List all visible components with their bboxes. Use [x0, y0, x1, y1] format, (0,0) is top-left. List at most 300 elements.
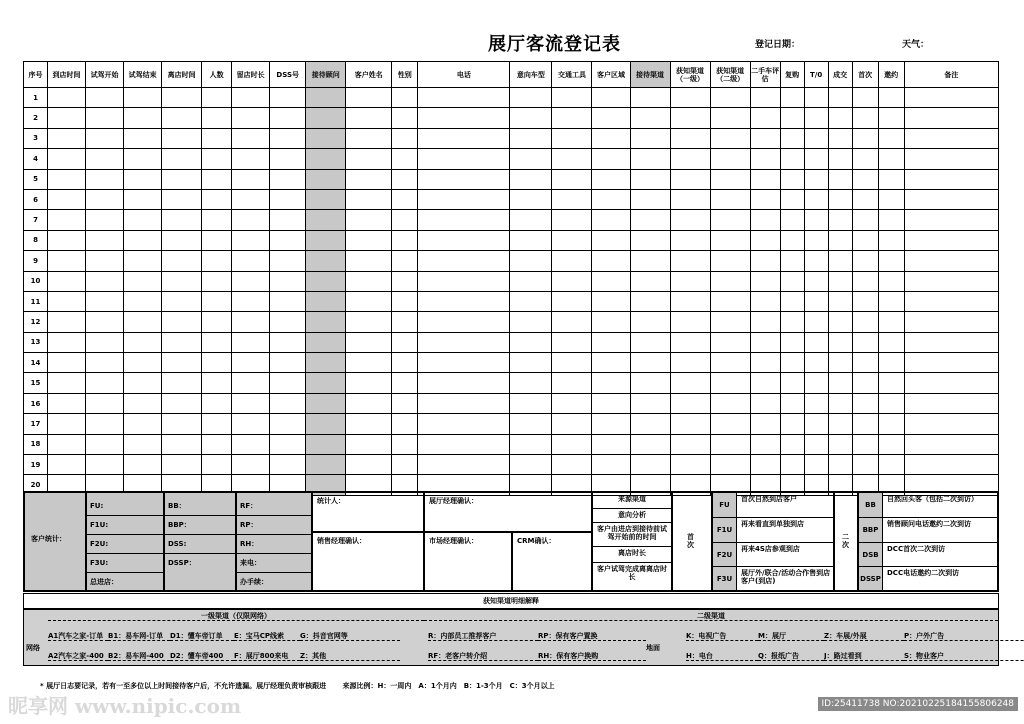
- table-cell[interactable]: [346, 455, 392, 475]
- table-cell[interactable]: [270, 373, 306, 393]
- table-cell[interactable]: [510, 230, 552, 250]
- table-cell[interactable]: [232, 189, 270, 209]
- table-cell[interactable]: [750, 373, 780, 393]
- table-cell[interactable]: [592, 149, 630, 169]
- table-cell[interactable]: [124, 414, 162, 434]
- table-cell[interactable]: [750, 414, 780, 434]
- table-cell[interactable]: [750, 393, 780, 413]
- table-cell[interactable]: [202, 353, 232, 373]
- table-cell[interactable]: [392, 108, 418, 128]
- table-cell[interactable]: [202, 210, 232, 230]
- table-cell[interactable]: [162, 128, 202, 148]
- table-cell[interactable]: [904, 251, 998, 271]
- table-cell[interactable]: [592, 373, 630, 393]
- table-cell[interactable]: [670, 88, 710, 108]
- table-cell[interactable]: [592, 108, 630, 128]
- table-cell[interactable]: [828, 210, 852, 230]
- table-cell[interactable]: [904, 353, 998, 373]
- table-cell[interactable]: [878, 434, 904, 454]
- table-cell[interactable]: [710, 291, 750, 311]
- table-cell[interactable]: [202, 189, 232, 209]
- table-cell[interactable]: [48, 251, 86, 271]
- table-cell[interactable]: [124, 291, 162, 311]
- table-cell[interactable]: [878, 332, 904, 352]
- table-cell[interactable]: [86, 210, 124, 230]
- table-cell[interactable]: [670, 434, 710, 454]
- table-cell[interactable]: [346, 312, 392, 332]
- table-cell[interactable]: [510, 373, 552, 393]
- table-cell[interactable]: [878, 455, 904, 475]
- table-cell[interactable]: [306, 88, 346, 108]
- table-cell[interactable]: [552, 128, 592, 148]
- table-cell[interactable]: [124, 332, 162, 352]
- table-cell[interactable]: [418, 108, 510, 128]
- table-cell[interactable]: [780, 149, 804, 169]
- table-cell[interactable]: [232, 393, 270, 413]
- table-cell[interactable]: [630, 88, 670, 108]
- table-cell[interactable]: [418, 373, 510, 393]
- table-cell[interactable]: [418, 291, 510, 311]
- table-cell[interactable]: [670, 210, 710, 230]
- table-cell[interactable]: [878, 271, 904, 291]
- table-cell[interactable]: [780, 128, 804, 148]
- table-cell[interactable]: [124, 251, 162, 271]
- table-cell[interactable]: [162, 230, 202, 250]
- table-cell[interactable]: [48, 353, 86, 373]
- table-cell[interactable]: [162, 393, 202, 413]
- table-cell[interactable]: [202, 271, 232, 291]
- table-cell[interactable]: [48, 169, 86, 189]
- table-cell[interactable]: [828, 455, 852, 475]
- table-cell[interactable]: [852, 312, 878, 332]
- table-cell[interactable]: [306, 169, 346, 189]
- table-cell[interactable]: [630, 210, 670, 230]
- table-cell[interactable]: [780, 210, 804, 230]
- table-cell[interactable]: [202, 393, 232, 413]
- table-cell[interactable]: [710, 230, 750, 250]
- table-cell[interactable]: [670, 353, 710, 373]
- table-cell[interactable]: [780, 230, 804, 250]
- table-cell[interactable]: [48, 434, 86, 454]
- table-cell[interactable]: [852, 332, 878, 352]
- table-cell[interactable]: [904, 230, 998, 250]
- table-cell[interactable]: [346, 291, 392, 311]
- table-cell[interactable]: [86, 312, 124, 332]
- table-cell[interactable]: [392, 169, 418, 189]
- table-cell[interactable]: [552, 169, 592, 189]
- table-cell[interactable]: [828, 189, 852, 209]
- table-cell[interactable]: [392, 353, 418, 373]
- table-cell[interactable]: [904, 373, 998, 393]
- table-cell[interactable]: [306, 353, 346, 373]
- table-cell[interactable]: [232, 291, 270, 311]
- table-cell[interactable]: [232, 230, 270, 250]
- table-cell[interactable]: [878, 414, 904, 434]
- table-cell[interactable]: [750, 434, 780, 454]
- table-cell[interactable]: [346, 230, 392, 250]
- table-cell[interactable]: [510, 414, 552, 434]
- table-cell[interactable]: [232, 251, 270, 271]
- table-cell[interactable]: [232, 312, 270, 332]
- table-cell[interactable]: [710, 88, 750, 108]
- table-cell[interactable]: [878, 312, 904, 332]
- table-cell[interactable]: [710, 108, 750, 128]
- table-cell[interactable]: [202, 312, 232, 332]
- table-cell[interactable]: [232, 455, 270, 475]
- table-cell[interactable]: [124, 149, 162, 169]
- table-cell[interactable]: [878, 88, 904, 108]
- table-cell[interactable]: [270, 169, 306, 189]
- table-cell[interactable]: [418, 312, 510, 332]
- table-cell[interactable]: [630, 455, 670, 475]
- table-cell[interactable]: [202, 434, 232, 454]
- table-cell[interactable]: [162, 271, 202, 291]
- table-cell[interactable]: [852, 373, 878, 393]
- table-cell[interactable]: [670, 108, 710, 128]
- table-cell[interactable]: [904, 455, 998, 475]
- table-cell[interactable]: [232, 88, 270, 108]
- table-cell[interactable]: [346, 88, 392, 108]
- table-cell[interactable]: [124, 373, 162, 393]
- table-cell[interactable]: [852, 291, 878, 311]
- table-cell[interactable]: [750, 230, 780, 250]
- table-cell[interactable]: [904, 88, 998, 108]
- table-cell[interactable]: [202, 291, 232, 311]
- table-cell[interactable]: [270, 434, 306, 454]
- table-cell[interactable]: [48, 271, 86, 291]
- table-cell[interactable]: [202, 230, 232, 250]
- table-cell[interactable]: [592, 414, 630, 434]
- table-cell[interactable]: [828, 108, 852, 128]
- table-cell[interactable]: [48, 393, 86, 413]
- table-cell[interactable]: [510, 312, 552, 332]
- table-cell[interactable]: [592, 291, 630, 311]
- table-cell[interactable]: [86, 230, 124, 250]
- table-cell[interactable]: [346, 149, 392, 169]
- table-cell[interactable]: [232, 332, 270, 352]
- table-cell[interactable]: [306, 414, 346, 434]
- table-cell[interactable]: [670, 230, 710, 250]
- table-cell[interactable]: [592, 189, 630, 209]
- table-cell[interactable]: [710, 189, 750, 209]
- table-cell[interactable]: [48, 291, 86, 311]
- table-cell[interactable]: [592, 230, 630, 250]
- table-cell[interactable]: [828, 251, 852, 271]
- table-cell[interactable]: [270, 312, 306, 332]
- table-cell[interactable]: [878, 169, 904, 189]
- table-cell[interactable]: [630, 169, 670, 189]
- table-cell[interactable]: [510, 189, 552, 209]
- table-cell[interactable]: [86, 373, 124, 393]
- table-cell[interactable]: [878, 353, 904, 373]
- table-cell[interactable]: [86, 434, 124, 454]
- table-cell[interactable]: [162, 414, 202, 434]
- table-cell[interactable]: [162, 210, 202, 230]
- table-cell[interactable]: [670, 373, 710, 393]
- table-cell[interactable]: [780, 373, 804, 393]
- table-cell[interactable]: [418, 393, 510, 413]
- table-cell[interactable]: [904, 434, 998, 454]
- table-cell[interactable]: [346, 373, 392, 393]
- table-cell[interactable]: [48, 312, 86, 332]
- table-cell[interactable]: [124, 128, 162, 148]
- table-cell[interactable]: [804, 108, 828, 128]
- table-cell[interactable]: [232, 210, 270, 230]
- table-cell[interactable]: [306, 210, 346, 230]
- table-cell[interactable]: [418, 149, 510, 169]
- table-cell[interactable]: [202, 332, 232, 352]
- table-cell[interactable]: [232, 271, 270, 291]
- table-cell[interactable]: [710, 455, 750, 475]
- table-cell[interactable]: [392, 291, 418, 311]
- table-cell[interactable]: [904, 108, 998, 128]
- table-cell[interactable]: [904, 271, 998, 291]
- table-cell[interactable]: [904, 128, 998, 148]
- table-cell[interactable]: [828, 414, 852, 434]
- table-cell[interactable]: [828, 353, 852, 373]
- table-cell[interactable]: [306, 393, 346, 413]
- table-cell[interactable]: [670, 393, 710, 413]
- table-cell[interactable]: [852, 149, 878, 169]
- table-cell[interactable]: [828, 434, 852, 454]
- table-cell[interactable]: [630, 189, 670, 209]
- table-cell[interactable]: [86, 169, 124, 189]
- table-cell[interactable]: [510, 108, 552, 128]
- table-cell[interactable]: [48, 128, 86, 148]
- table-cell[interactable]: [392, 373, 418, 393]
- table-cell[interactable]: [418, 434, 510, 454]
- table-cell[interactable]: [852, 189, 878, 209]
- table-cell[interactable]: [552, 189, 592, 209]
- table-cell[interactable]: [86, 108, 124, 128]
- table-cell[interactable]: [780, 332, 804, 352]
- table-cell[interactable]: [162, 88, 202, 108]
- table-cell[interactable]: [510, 271, 552, 291]
- table-cell[interactable]: [780, 271, 804, 291]
- table-cell[interactable]: [306, 434, 346, 454]
- table-cell[interactable]: [780, 189, 804, 209]
- table-cell[interactable]: [904, 189, 998, 209]
- table-cell[interactable]: [630, 434, 670, 454]
- table-cell[interactable]: [48, 373, 86, 393]
- table-cell[interactable]: [878, 189, 904, 209]
- table-cell[interactable]: [592, 210, 630, 230]
- table-cell[interactable]: [878, 108, 904, 128]
- table-cell[interactable]: [804, 271, 828, 291]
- table-cell[interactable]: [852, 108, 878, 128]
- table-cell[interactable]: [904, 291, 998, 311]
- table-cell[interactable]: [510, 434, 552, 454]
- table-cell[interactable]: [750, 332, 780, 352]
- table-cell[interactable]: [162, 169, 202, 189]
- table-cell[interactable]: [852, 169, 878, 189]
- table-cell[interactable]: [418, 455, 510, 475]
- table-cell[interactable]: [904, 414, 998, 434]
- table-cell[interactable]: [418, 332, 510, 352]
- table-cell[interactable]: [124, 455, 162, 475]
- table-cell[interactable]: [418, 128, 510, 148]
- table-cell[interactable]: [48, 108, 86, 128]
- table-cell[interactable]: [232, 108, 270, 128]
- table-cell[interactable]: [510, 393, 552, 413]
- table-cell[interactable]: [670, 291, 710, 311]
- table-cell[interactable]: [48, 230, 86, 250]
- table-cell[interactable]: [418, 251, 510, 271]
- table-cell[interactable]: [202, 149, 232, 169]
- table-cell[interactable]: [392, 414, 418, 434]
- table-cell[interactable]: [804, 291, 828, 311]
- table-cell[interactable]: [904, 149, 998, 169]
- table-cell[interactable]: [124, 210, 162, 230]
- table-cell[interactable]: [162, 332, 202, 352]
- table-cell[interactable]: [346, 271, 392, 291]
- table-cell[interactable]: [878, 230, 904, 250]
- table-cell[interactable]: [346, 251, 392, 271]
- table-cell[interactable]: [306, 312, 346, 332]
- table-cell[interactable]: [670, 128, 710, 148]
- table-cell[interactable]: [346, 434, 392, 454]
- table-cell[interactable]: [124, 169, 162, 189]
- table-cell[interactable]: [552, 312, 592, 332]
- table-cell[interactable]: [510, 128, 552, 148]
- table-cell[interactable]: [86, 455, 124, 475]
- table-cell[interactable]: [346, 414, 392, 434]
- table-cell[interactable]: [232, 128, 270, 148]
- table-cell[interactable]: [346, 353, 392, 373]
- table-cell[interactable]: [852, 210, 878, 230]
- table-cell[interactable]: [670, 271, 710, 291]
- table-cell[interactable]: [804, 149, 828, 169]
- table-cell[interactable]: [780, 108, 804, 128]
- table-cell[interactable]: [750, 271, 780, 291]
- table-cell[interactable]: [710, 332, 750, 352]
- table-cell[interactable]: [852, 230, 878, 250]
- table-cell[interactable]: [202, 455, 232, 475]
- table-cell[interactable]: [878, 373, 904, 393]
- table-cell[interactable]: [124, 108, 162, 128]
- table-cell[interactable]: [86, 332, 124, 352]
- table-cell[interactable]: [162, 291, 202, 311]
- table-cell[interactable]: [592, 434, 630, 454]
- table-cell[interactable]: [270, 149, 306, 169]
- table-cell[interactable]: [392, 332, 418, 352]
- table-cell[interactable]: [552, 455, 592, 475]
- table-cell[interactable]: [86, 393, 124, 413]
- table-cell[interactable]: [592, 312, 630, 332]
- table-cell[interactable]: [750, 108, 780, 128]
- table-cell[interactable]: [346, 210, 392, 230]
- table-cell[interactable]: [878, 393, 904, 413]
- table-cell[interactable]: [780, 393, 804, 413]
- table-cell[interactable]: [630, 271, 670, 291]
- table-cell[interactable]: [852, 88, 878, 108]
- table-cell[interactable]: [392, 189, 418, 209]
- table-cell[interactable]: [510, 332, 552, 352]
- table-cell[interactable]: [86, 271, 124, 291]
- table-cell[interactable]: [828, 88, 852, 108]
- table-cell[interactable]: [306, 271, 346, 291]
- table-cell[interactable]: [804, 312, 828, 332]
- table-cell[interactable]: [86, 189, 124, 209]
- table-cell[interactable]: [904, 393, 998, 413]
- table-cell[interactable]: [510, 455, 552, 475]
- table-cell[interactable]: [270, 251, 306, 271]
- table-cell[interactable]: [750, 169, 780, 189]
- table-cell[interactable]: [510, 88, 552, 108]
- table-cell[interactable]: [828, 149, 852, 169]
- table-cell[interactable]: [852, 393, 878, 413]
- table-cell[interactable]: [552, 291, 592, 311]
- table-cell[interactable]: [670, 169, 710, 189]
- table-cell[interactable]: [710, 169, 750, 189]
- table-cell[interactable]: [392, 149, 418, 169]
- table-cell[interactable]: [780, 414, 804, 434]
- table-cell[interactable]: [552, 230, 592, 250]
- table-cell[interactable]: [670, 414, 710, 434]
- table-cell[interactable]: [202, 414, 232, 434]
- table-cell[interactable]: [232, 353, 270, 373]
- table-cell[interactable]: [552, 251, 592, 271]
- table-cell[interactable]: [124, 230, 162, 250]
- table-cell[interactable]: [162, 108, 202, 128]
- table-cell[interactable]: [750, 251, 780, 271]
- table-cell[interactable]: [392, 455, 418, 475]
- table-cell[interactable]: [904, 169, 998, 189]
- table-cell[interactable]: [232, 434, 270, 454]
- table-cell[interactable]: [852, 455, 878, 475]
- table-cell[interactable]: [346, 189, 392, 209]
- table-cell[interactable]: [630, 149, 670, 169]
- table-cell[interactable]: [710, 373, 750, 393]
- table-cell[interactable]: [346, 169, 392, 189]
- table-cell[interactable]: [710, 312, 750, 332]
- table-cell[interactable]: [552, 332, 592, 352]
- table-cell[interactable]: [552, 373, 592, 393]
- table-cell[interactable]: [270, 128, 306, 148]
- table-cell[interactable]: [780, 169, 804, 189]
- table-cell[interactable]: [804, 434, 828, 454]
- table-cell[interactable]: [828, 230, 852, 250]
- table-cell[interactable]: [804, 230, 828, 250]
- table-cell[interactable]: [202, 108, 232, 128]
- table-cell[interactable]: [270, 271, 306, 291]
- table-cell[interactable]: [270, 108, 306, 128]
- table-cell[interactable]: [306, 332, 346, 352]
- table-cell[interactable]: [750, 312, 780, 332]
- table-cell[interactable]: [86, 251, 124, 271]
- table-cell[interactable]: [48, 149, 86, 169]
- table-cell[interactable]: [392, 393, 418, 413]
- table-cell[interactable]: [510, 149, 552, 169]
- table-cell[interactable]: [392, 312, 418, 332]
- table-cell[interactable]: [750, 88, 780, 108]
- table-cell[interactable]: [904, 312, 998, 332]
- table-cell[interactable]: [124, 353, 162, 373]
- table-cell[interactable]: [592, 332, 630, 352]
- table-cell[interactable]: [804, 128, 828, 148]
- table-cell[interactable]: [124, 189, 162, 209]
- table-cell[interactable]: [306, 455, 346, 475]
- table-cell[interactable]: [630, 373, 670, 393]
- table-cell[interactable]: [510, 251, 552, 271]
- table-cell[interactable]: [780, 455, 804, 475]
- table-cell[interactable]: [306, 108, 346, 128]
- table-cell[interactable]: [86, 414, 124, 434]
- table-cell[interactable]: [552, 210, 592, 230]
- table-cell[interactable]: [270, 210, 306, 230]
- table-cell[interactable]: [828, 291, 852, 311]
- table-cell[interactable]: [552, 393, 592, 413]
